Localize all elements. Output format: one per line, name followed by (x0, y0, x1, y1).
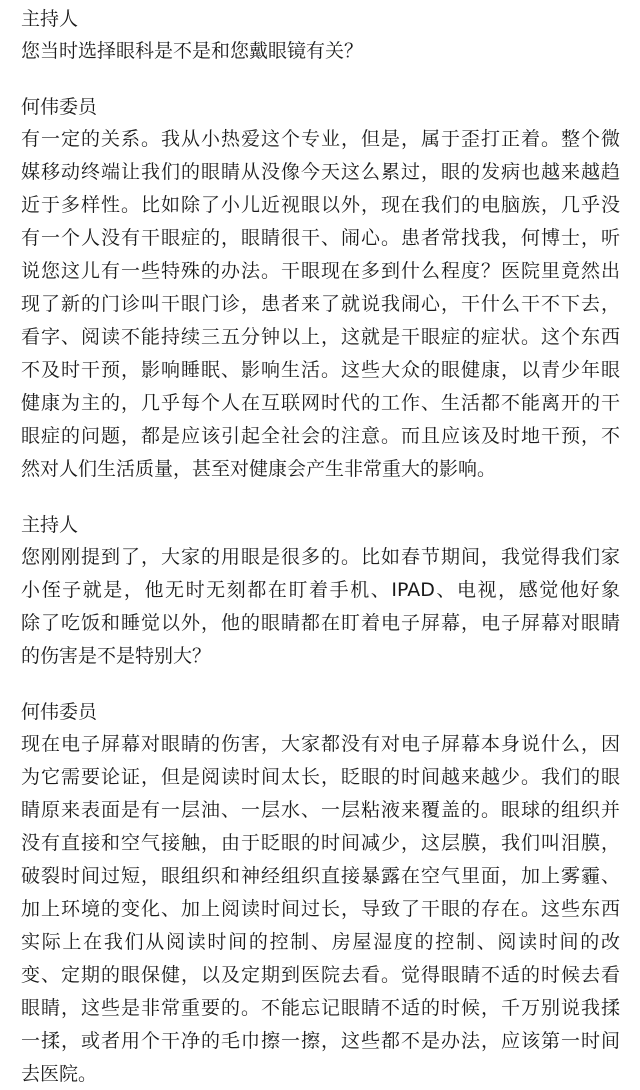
speaker-label: 主持人 (21, 8, 79, 30)
paragraph-line: 近于多样性。比如除了小儿近视眼以外，现在我们的电脑族，几乎没 (21, 194, 620, 216)
speaker-label: 主持人 (21, 514, 79, 536)
paragraph-line: 您当时选择眼科是不是和您戴眼镜有关？ (21, 40, 364, 62)
speaker-label: 何伟委员 (21, 96, 98, 118)
paragraph-line: 为它需要论证，但是阅读时间太长，眨眼的时间越来越少。我们的眼 (21, 766, 620, 788)
dialogue-block-host-2 (21, 510, 620, 672)
paragraph-line: 除了吃饭和睡觉以外，他的眼睛都在盯着电子屏幕，电子屏幕对眼睛 (21, 612, 620, 634)
paragraph-line: 然对人们生活质量，甚至对健康会产生非常重大的影响。 (21, 458, 497, 480)
paragraph-line: 现在电子屏幕对眼睛的伤害，大家都没有对电子屏幕本身说什么，因 (21, 733, 620, 755)
paragraph-line: 没有直接和空气接触，由于眨眼的时间减少，这层膜，我们叫泪膜， (21, 832, 620, 854)
paragraph-line: 有一定的关系。我从小热爱这个专业，但是，属于歪打正着。整个微 (21, 128, 620, 150)
paragraph-line: 实际上在我们从阅读时间的控制、房屋湿度的控制、阅读时间的改 (21, 931, 620, 953)
paragraph-line: 睛原来表面是有一层油、一层水、一层粘液来覆盖的。眼球的组织并 (21, 799, 620, 821)
paragraph-line: 变、定期的眼保健，以及定期到医院去看。觉得眼睛不适的时候去看 (21, 964, 620, 986)
paragraph-line: 破裂时间过短，眼组织和神经组织直接暴露在空气里面，加上雾霾、 (21, 865, 620, 887)
dialogue-block-host-1 (21, 4, 620, 67)
paragraph-line: 现了新的门诊叫干眼门诊，患者来了就说我闹心，干什么干不下去， (21, 293, 620, 315)
dialogue-block-hewei-2 (21, 697, 620, 1090)
paragraph-line: 的伤害是不是特别大？ (21, 645, 212, 667)
paragraph-line: 去医院。 (21, 1063, 98, 1085)
paragraph-line: 您刚刚提到了，大家的用眼是很多的。比如春节期间，我觉得我们家 (21, 546, 620, 568)
paragraph-line: 健康为主的，几乎每个人在互联网时代的工作、生活都不能离开的干 (21, 392, 620, 414)
paragraph-line: 说您这儿有一些特殊的办法。干眼现在多到什么程度？医院里竟然出 (21, 260, 620, 282)
paragraph-line: 有一个人没有干眼症的，眼睛很干、闹心。患者常找我，何博士，听 (21, 227, 620, 249)
paragraph-line: 眼症的问题，都是应该引起全社会的注意。而且应该及时地干预，不 (21, 425, 620, 447)
paragraph-line: 一揉，或者用个干净的毛巾擦一擦，这些都不是办法，应该第一时间 (21, 1030, 620, 1052)
dialogue-block-hewei-1 (21, 92, 620, 485)
paragraph-line: 不及时干预，影响睡眠、影响生活。这些大众的眼健康，以青少年眼 (21, 359, 620, 381)
paragraph-line: 加上环境的变化、加上阅读时间过长，导致了干眼的存在。这些东西 (21, 898, 620, 920)
paragraph-line: 小侄子就是，他无时无刻都在盯着手机、IPAD、电视，感觉他好象 (21, 579, 620, 601)
paragraph-line: 媒移动终端让我们的眼睛从没像今天这么累过，眼的发病也越来越趋 (21, 161, 620, 183)
paragraph-line: 看字、阅读不能持续三五分钟以上，这就是干眼症的症状。这个东西 (21, 326, 620, 348)
paragraph-line: 眼睛，这些是非常重要的。不能忘记眼睛不适的时候，千万别说我揉 (21, 997, 620, 1019)
speaker-label: 何伟委员 (21, 701, 98, 723)
